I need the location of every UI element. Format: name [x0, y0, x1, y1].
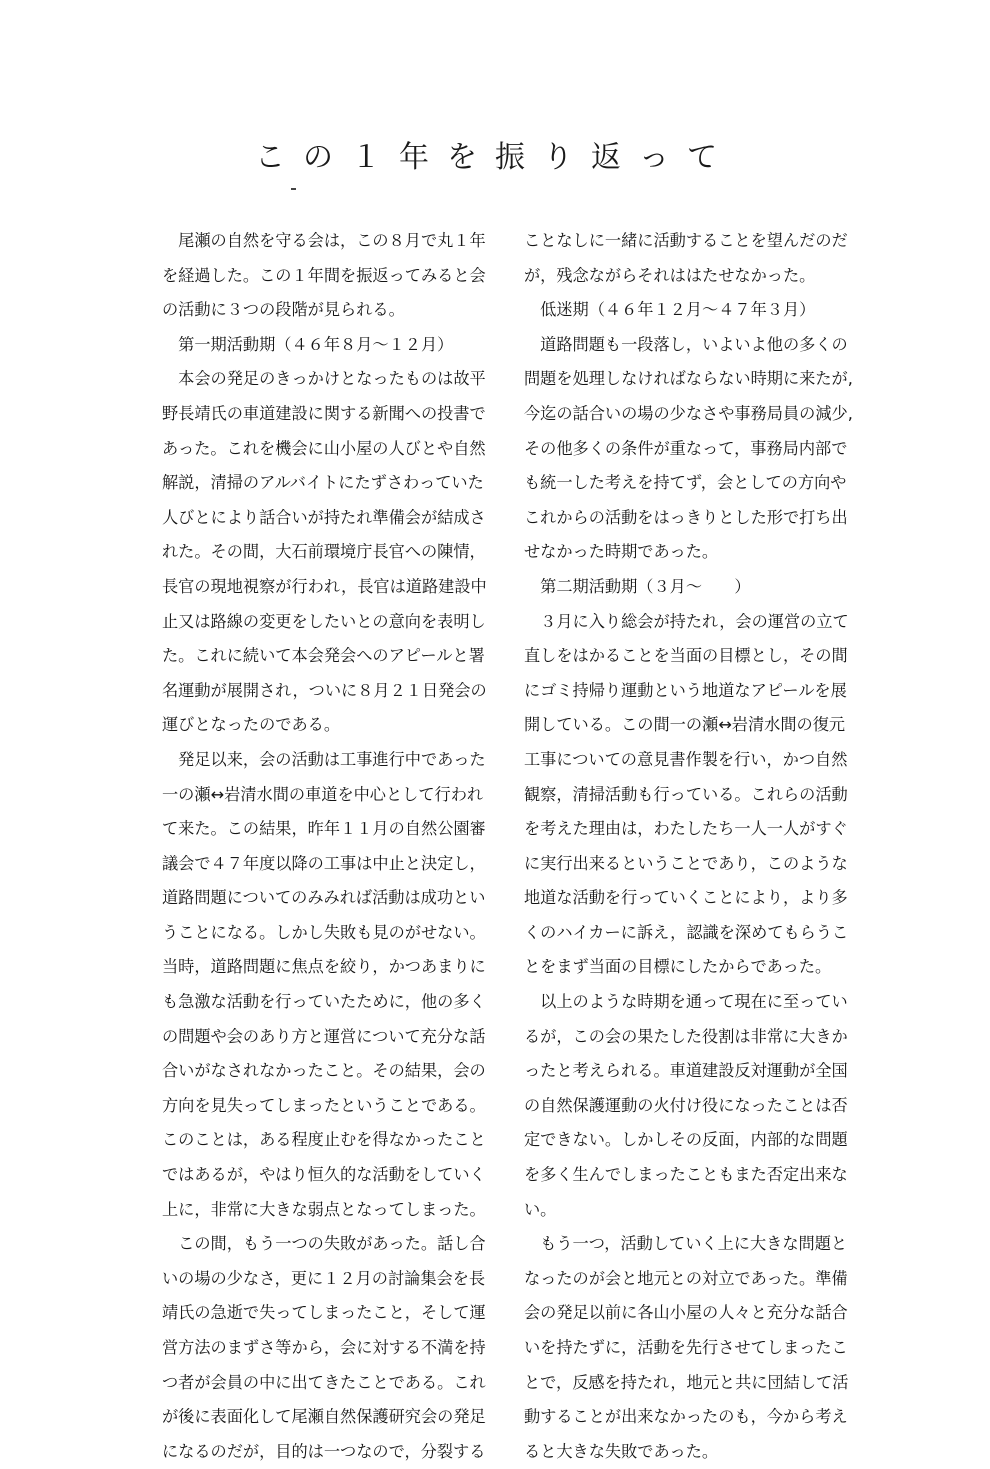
left-column: [162, 224, 492, 1469]
text-line: 定できない。しかしその反面，内部的な問題: [524, 1130, 848, 1150]
text-line: 上に，非常に大きな弱点となってしまった。: [162, 1199, 486, 1219]
text-line: も統一した考えを持てず，会としての方向や: [524, 473, 847, 493]
text-line: 野長靖氏の車道建設に関する新聞への投書で: [162, 403, 486, 423]
text-line: 問題を処理しなければならない時期に来たが,: [524, 369, 853, 389]
text-line: の自然保護運動の火付け役になったことは否: [524, 1095, 848, 1115]
text-line: た。これに続いて本会発会へのアピールと署: [162, 646, 485, 666]
text-line: になるのだが，目的は一つなので，分裂する: [162, 1441, 486, 1461]
text-line: 尾瀬の自然を守る会は，この８月で丸１年: [162, 231, 486, 250]
text-line: 観察，清掃活動も行っている。これらの活動: [524, 784, 848, 804]
text-line: の活動に３つの段階が見られる。: [162, 300, 405, 320]
text-line: を考えた理由は，わたしたち一人一人がすぐ: [524, 819, 848, 839]
text-line: いの場の少なさ，更に１２月の討論集会を長: [162, 1268, 486, 1288]
text-line: て来た。この結果，昨年１１月の自然公園審: [162, 819, 486, 839]
text-line: せなかった時期であった。: [524, 542, 719, 562]
print-speck: [291, 188, 296, 190]
text-line: このことは，ある程度止むを得なかったこと: [162, 1130, 486, 1150]
text-line: るが，この会の果たした役割は非常に大きか: [524, 1026, 848, 1046]
text-line: これからの活動をはっきりとした形で打ち出: [524, 507, 848, 527]
text-line: とで，反感を持たれ，地元と共に団結して活: [524, 1372, 849, 1392]
text-line: 方向を見失ってしまったということである。: [162, 1095, 486, 1115]
text-line: 長官の現地視察が行われ，長官は道路建設中: [162, 576, 487, 596]
text-line: あった。これを機会に山小屋の人びとや自然: [162, 438, 486, 458]
text-line: の問題や会のあり方と運営について充分な話: [162, 1026, 486, 1046]
text-line: 動することが出来なかったのも，今から考え: [524, 1407, 848, 1427]
text-line: 一の瀬↔岩清水間の車道を中心として行われ: [162, 784, 484, 804]
text-line: 止又は路線の変更をしたいとの意向を表明し: [162, 611, 486, 631]
text-line: 運びとなったのである。: [162, 715, 341, 735]
text-line: 低迷期（４６年１２月〜４７年３月）: [524, 300, 816, 320]
text-line: 営方法のまずさ等から，会に対する不満を持: [162, 1338, 486, 1357]
text-line: 名運動が展開され，ついに８月２１日発会の: [162, 680, 487, 700]
text-line: 道路問題も一段落し，いよいよ他の多くの: [524, 334, 848, 354]
text-line: 本会の発足のきっかけとなったものは故平: [162, 369, 486, 389]
text-line: を多く生んでしまったこともまた否定出来な: [524, 1165, 848, 1185]
text-line: いを持たずに，活動を先行させてしまったこ: [524, 1338, 848, 1357]
text-line: 第二期活動期（３月〜 ）: [524, 576, 751, 596]
text-line: 発足以来，会の活動は工事進行中であった: [162, 749, 486, 769]
text-line: 今迄の話合いの場の少なさや事務局員の減少,: [524, 403, 853, 423]
text-line: 地道な活動を行っていくことにより，より多: [524, 888, 848, 908]
text-line: とをまず当面の目標にしたからであった。: [524, 957, 832, 977]
text-line: に実行出来るということであり，このような: [524, 853, 848, 873]
text-line: この間，もう一つの失敗があった。話し合: [162, 1234, 486, 1254]
text-line: も急激な活動を行っていたために，他の多く: [162, 992, 486, 1012]
text-line: 人びとにより話合いが持たれ準備会が結成さ: [162, 507, 486, 527]
text-line: い。: [524, 1199, 557, 1219]
text-line: ると大きな失敗であった。: [524, 1441, 719, 1461]
text-line: 第一期活動期（４６年８月〜１２月）: [162, 334, 454, 354]
text-line: なったのが会と地元との対立であった。準備: [524, 1268, 848, 1288]
text-line: つ者が会員の中に出てきたことである。これ: [162, 1372, 486, 1392]
text-line: くのハイカーに訴え，認識を深めてもらうこ: [524, 922, 849, 942]
text-line: 開している。この間一の瀬↔岩清水間の復元: [524, 715, 846, 735]
text-line: 議会で４７年度以降の工事は中止と決定し，: [162, 853, 486, 873]
page-title: この１年を振り返って: [255, 140, 735, 175]
text-line: その他多くの条件が重なって，事務局内部で: [524, 438, 848, 458]
text-line: うことになる。しかし失敗も見のがせない。: [162, 922, 486, 942]
text-line: 会の発足以前に各山小屋の人々と充分な話合: [524, 1303, 848, 1323]
text-line: 当時，道路問題に焦点を絞り，かつあまりに: [162, 957, 486, 977]
text-line: 靖氏の急逝で失ってしまったこと，そして運: [162, 1303, 486, 1323]
text-line: 道路問題についてのみみれば活動は成功とい: [162, 888, 486, 908]
text-line: もう一つ，活動していく上に大きな問題と: [524, 1234, 848, 1254]
text-line: 工事についての意見書作製を行い，かつ自然: [524, 749, 848, 769]
text-line: 直しをはかることを当面の目標とし，その間: [524, 646, 848, 666]
text-line: にゴミ持帰り運動という地道なアピールを展: [524, 680, 847, 700]
text-line: 以上のような時期を通って現在に至ってい: [524, 992, 848, 1012]
text-line: 解説，清掃のアルバイトにたずさわっていた: [162, 473, 484, 493]
text-line: ３月に入り総会が持たれ，会の運営の立て: [524, 611, 849, 631]
text-line: れた。その間，大石前環境庁長官への陳情，: [162, 542, 486, 562]
text-line: を経過した。この１年間を振返ってみると会: [162, 265, 486, 285]
text-line: ったと考えられる。車道建設反対運動が全国: [524, 1061, 848, 1081]
right-column: [524, 224, 852, 1469]
text-line: 合いがなされなかったこと。その結果，会の: [162, 1061, 486, 1081]
text-line: ではあるが，やはり恒久的な活動をしていく: [162, 1165, 486, 1185]
text-line: が，残念ながらそれははたせなかった。: [524, 265, 816, 285]
text-line: が後に表面化して尾瀬自然保護研究会の発足: [162, 1407, 486, 1427]
text-line: ことなしに一緒に活動することを望んだのだ: [524, 231, 848, 250]
